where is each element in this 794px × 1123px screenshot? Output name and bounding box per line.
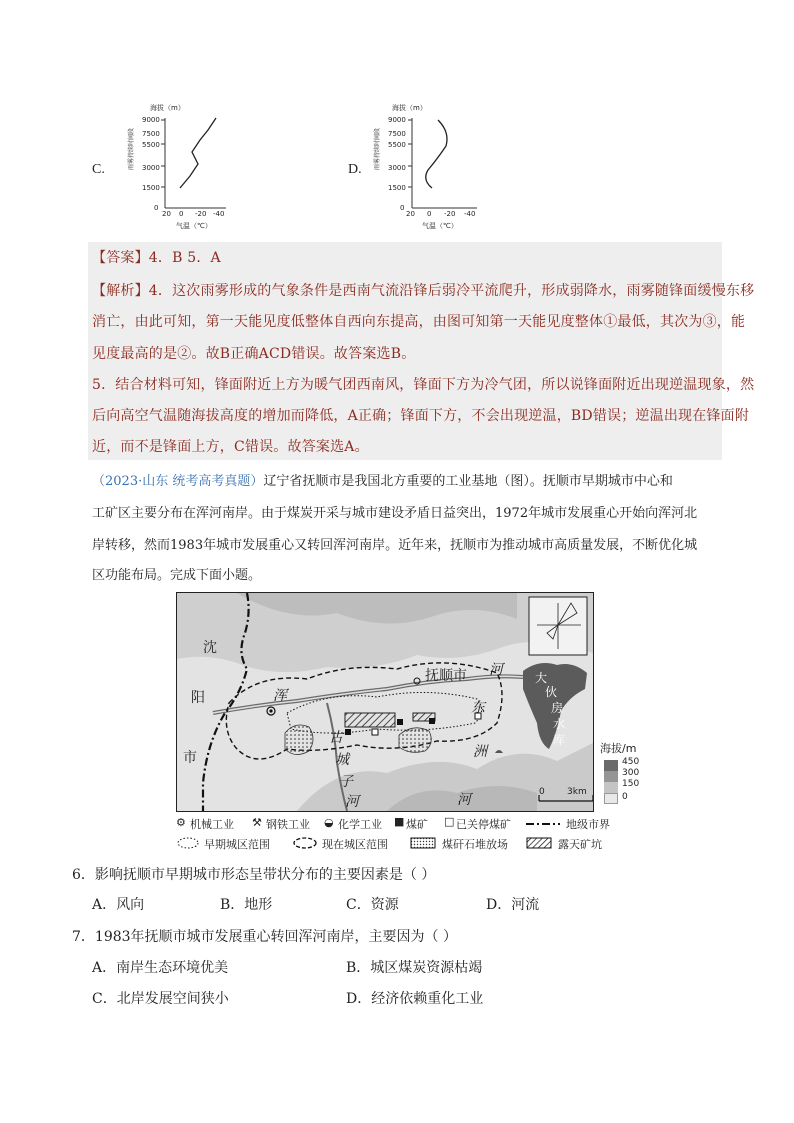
legend-closed-icon: □ bbox=[444, 815, 455, 828]
legend-openpit-icon bbox=[526, 837, 552, 849]
legend-boundary: 地级市界 bbox=[566, 818, 610, 831]
legend-chem-icon: ◒ bbox=[324, 816, 334, 829]
question-6: 6．影响抚顺市早期城市形态呈带状分布的主要因素是（ ） bbox=[72, 867, 436, 883]
map-label-reservoir-4: 水 bbox=[553, 717, 566, 731]
figure-c-ytick-4: 1500 bbox=[142, 184, 160, 192]
elevation-level-1: 300 bbox=[622, 768, 640, 778]
legend-steel: 钢铁工业 bbox=[266, 818, 310, 831]
analysis-line-4: 5．结合材料可知，锋面附近上方为暖气团西南风，锋面下方为冷气团，所以说锋面附近出现逆温现象，然 bbox=[92, 377, 755, 393]
analysis-line-6: 近，而不是锋面上方，C错误。故答案选A。 bbox=[92, 439, 369, 455]
figure-c-xtick-1: 0 bbox=[179, 210, 184, 218]
legend-chem: 化学工业 bbox=[338, 818, 382, 831]
legend-closed: 已关停煤矿 bbox=[456, 818, 511, 831]
legend-steel-icon: ⚒ bbox=[252, 816, 262, 829]
elevation-title: 海拔/m bbox=[600, 742, 637, 755]
figure-c-ytick-3: 3000 bbox=[142, 164, 160, 172]
question-7: 7．1983年抚顺市城市发展重心转回浑河南岸，主要因为（ ） bbox=[72, 929, 457, 945]
analysis-line-1: 【解析】4．这次雨雾形成的气象条件是西南气流沿锋后弱冷平流爬升，形成弱降水，雨雾随锋面缓慢东移 bbox=[92, 283, 755, 299]
figure-d-xtick-1: 0 bbox=[427, 210, 432, 218]
figure-d-ytick-0: 9000 bbox=[388, 116, 406, 124]
q6-option-d[interactable]: D．河流 bbox=[486, 897, 540, 913]
q7-option-a[interactable]: A．南岸生态环境优美 bbox=[92, 960, 229, 976]
analysis-line-3: 见度最高的是②。故B正确ACD错误。故答案选B。 bbox=[92, 346, 416, 362]
figure-d-ylabel: 海拔（m） bbox=[392, 104, 427, 112]
stem-line-4: 区功能布局。完成下面小题。 bbox=[92, 568, 262, 583]
figure-d bbox=[372, 100, 492, 235]
map-label-reservoir-1: 大 bbox=[535, 671, 548, 685]
q6-option-c[interactable]: C．资源 bbox=[346, 897, 399, 913]
figure-c bbox=[128, 100, 238, 235]
map-label-zi: 子 bbox=[339, 774, 353, 790]
figure-c-xtick-0: 20 bbox=[162, 210, 171, 218]
q6-option-b[interactable]: B．地形 bbox=[220, 897, 273, 913]
legend-gangue-icon bbox=[410, 837, 436, 849]
figure-d-ytick-4: 1500 bbox=[388, 184, 406, 192]
figure-d-xlabel: 气温（℃） bbox=[422, 222, 458, 230]
q6-option-a[interactable]: A．风向 bbox=[92, 897, 145, 913]
legend-early: 早期城区范围 bbox=[204, 838, 270, 851]
figure-c-ytick-2: 5500 bbox=[142, 141, 160, 149]
legend-current: 现在城区范围 bbox=[322, 838, 388, 851]
analysis-line-2: 消亡，由此可知，第一天能见度低整体自西向东提高，由图可知第一天能见度整体①最低，其次为③，能 bbox=[92, 314, 746, 330]
figure-c-ytick-5: 0 bbox=[154, 204, 159, 212]
legend-boundary-icon bbox=[526, 819, 560, 829]
option-d-label: D. bbox=[348, 162, 362, 177]
legend-mech-icon: ⚙ bbox=[176, 816, 186, 829]
legend-early-icon bbox=[176, 836, 200, 850]
figure-d-ytick-2: 5500 bbox=[388, 141, 406, 149]
figure-d-xtick-0: 20 bbox=[406, 210, 415, 218]
legend-coal: 煤矿 bbox=[406, 818, 428, 831]
map-label-gu: 古 bbox=[329, 730, 343, 746]
legend-gangue: 煤矸石堆放场 bbox=[442, 838, 508, 851]
figure-c-ytick-0: 9000 bbox=[142, 116, 160, 124]
legend-mech: 机械工业 bbox=[190, 818, 234, 831]
q7-option-d[interactable]: D．经济依赖重化工业 bbox=[346, 991, 484, 1007]
figure-c-side-label: 雨雾持续时间段 bbox=[128, 127, 135, 170]
figure-d-xtick-3: -40 bbox=[464, 210, 476, 218]
stem-line-1-text: 辽宁省抚顺市是我国北方重要的工业基地（图）。抚顺市早期城市中心和 bbox=[263, 474, 673, 489]
map-label-zhou: 洲 bbox=[473, 744, 487, 760]
fushun-map bbox=[176, 592, 594, 812]
question-source: （2023·山东 统考高考真题） bbox=[92, 474, 264, 489]
figure-c-xtick-2: -20 bbox=[195, 210, 207, 218]
legend-coal-icon: ■ bbox=[394, 815, 405, 828]
legend-current-icon bbox=[292, 836, 318, 850]
figure-c-ylabel: 海拔（m） bbox=[150, 104, 185, 112]
map-label-dong: 东 bbox=[471, 700, 485, 716]
elevation-level-3: 0 bbox=[622, 792, 628, 802]
option-c-label: C. bbox=[92, 162, 105, 177]
elevation-level-2: 150 bbox=[622, 779, 640, 789]
map-terrain bbox=[177, 593, 593, 811]
figure-c-ytick-1: 7500 bbox=[142, 130, 160, 138]
figure-d-side-label: 雨雾持续时间段 bbox=[374, 127, 381, 170]
elevation-swatches bbox=[604, 760, 618, 804]
map-label-he2: 河 bbox=[457, 792, 471, 808]
map-label-yang: 阳 bbox=[191, 690, 205, 706]
map-label-shen: 沈 bbox=[203, 640, 217, 656]
scale-right: 3km bbox=[567, 787, 587, 797]
figure-d-ytick-3: 3000 bbox=[388, 164, 406, 172]
q7-option-c[interactable]: C．北岸发展空间狭小 bbox=[92, 991, 229, 1007]
map-label-he1: 河 bbox=[489, 662, 503, 678]
legend-openpit: 露天矿坑 bbox=[558, 838, 602, 851]
map-label-shi: 市 bbox=[183, 750, 197, 766]
map-label-reservoir-5: 库 bbox=[553, 733, 566, 747]
figure-c-xtick-3: -40 bbox=[213, 210, 225, 218]
scale-left: 0 bbox=[539, 787, 545, 797]
figure-d-ytick-5: 0 bbox=[400, 204, 405, 212]
elevation-level-0: 450 bbox=[622, 757, 640, 767]
stem-line-1 bbox=[92, 470, 673, 489]
map-label-fushun: 抚顺市 bbox=[425, 668, 467, 684]
map-label-reservoir-2: 伙 bbox=[545, 685, 558, 699]
map-label-he3: 河 bbox=[345, 794, 359, 810]
stem-line-3: 岸转移，然而1983年城市发展重心又转回浑河南岸。近年来，抚顺市为推动城市高质量发展，不断优化城 bbox=[92, 538, 698, 553]
q7-option-b[interactable]: B．城区煤炭资源枯竭 bbox=[346, 960, 483, 976]
map-label-hun: 浑 bbox=[273, 688, 287, 704]
figure-c-xlabel: 气温（℃） bbox=[176, 222, 212, 230]
map-label-reservoir-3: 房 bbox=[551, 701, 564, 715]
stem-line-2: 工矿区主要分布在浑河南岸。由于煤炭开采与城市建设矛盾日益突出，1972年城市发展重心开始向浑河北 bbox=[92, 506, 698, 521]
answer-line-1: 【答案】4．B 5．A bbox=[92, 250, 221, 266]
analysis-line-5: 后向高空气温随海拔高度的增加而降低，A正确；锋面下方，不会出现逆温，BD错误；逆温出现在锋面附 bbox=[92, 408, 750, 424]
figure-d-xtick-2: -20 bbox=[444, 210, 456, 218]
map-label-cheng: 城 bbox=[335, 752, 349, 768]
figure-d-ytick-1: 7500 bbox=[388, 130, 406, 138]
